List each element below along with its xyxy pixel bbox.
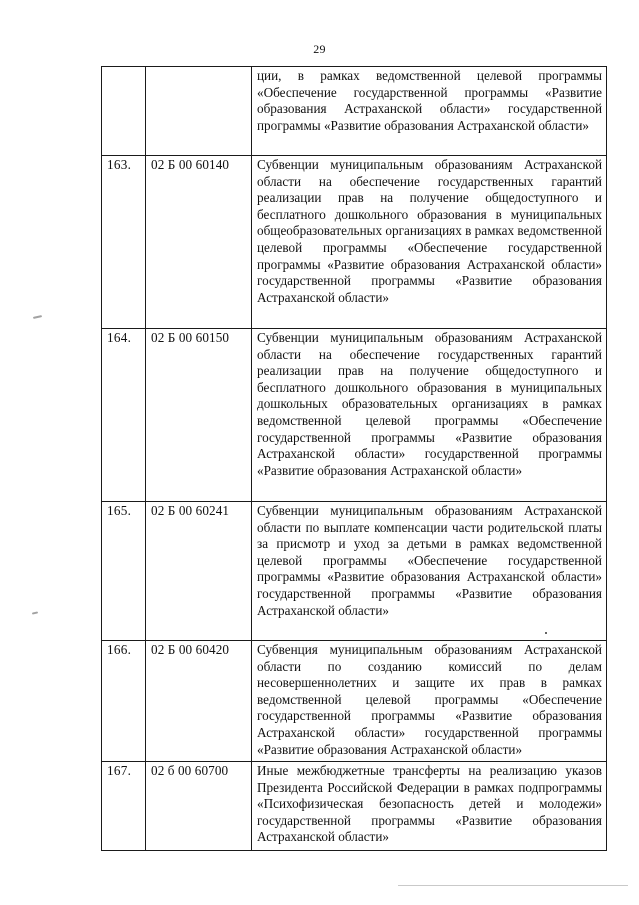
classification-code-cell: [146, 67, 252, 156]
row-number-cell: 165.: [102, 502, 146, 641]
table-row: [102, 156, 607, 329]
description-cell: Иные межбюджетные трансферты на реализацию указов Президента Российской Федерации в рамках подпрограммы «Психофизическая безопасность детей и молодежи» государственной программы «Развитие образования Астраханской области»: [252, 762, 607, 851]
description-cell: ции, в рамках ведомственной целевой программы «Обеспечение государственной программы «Развитие образования Астраханской области» государственной программы «Развитие образования Астраханской области»: [252, 67, 607, 156]
classification-code-cell: 02 Б 00 60420: [146, 641, 252, 762]
classification-code-cell: 02 Б 00 60241: [146, 502, 252, 641]
scan-dot-mark: [545, 632, 547, 634]
classification-code-cell: 02 Б 00 60150: [146, 329, 252, 502]
row-number-cell: 163.: [102, 156, 146, 329]
table-row: [102, 641, 607, 762]
classification-code-cell: 02 Б 00 60140: [146, 156, 252, 329]
table-row: [102, 502, 607, 641]
classification-code-cell: 02 б 00 60700: [146, 762, 252, 851]
scan-margin-mark: [32, 611, 38, 614]
budget-codes-table: [101, 66, 607, 851]
table-row: [102, 67, 607, 156]
scan-margin-mark: [33, 315, 42, 319]
description-cell: Субвенции муниципальным образованиям Астраханской области по выплате компенсации части родительской платы за присмотр и уход за детьми в рамках ведомственной целевой программы «Обеспечение государственной программы «Развитие образования Астраханской области» государственной программы «Развитие образования Астраханской области»: [252, 502, 607, 641]
description-cell: Субвенция муниципальным образованиям Астраханской области по созданию комиссий по делам несовершеннолетних и защите их прав в рамках ведомственной целевой программы «Обеспечение государственной программы «Развитие образования Астраханской области» государственной программы «Развитие образования Астраханской области»: [252, 641, 607, 762]
page-number: 29: [313, 42, 326, 56]
row-number-cell: 167.: [102, 762, 146, 851]
row-number-cell: [102, 67, 146, 156]
scan-bottom-rule: [398, 885, 628, 886]
row-number-cell: 166.: [102, 641, 146, 762]
row-number-cell: 164.: [102, 329, 146, 502]
table-row: [102, 762, 607, 851]
table-row: [102, 329, 607, 502]
description-cell: Субвенции муниципальным образованиям Астраханской области на обеспечение государственных гарантий реализации прав на получение общедоступного и бесплатного дошкольного образования в муниципальных дошкольных образовательных организациях в рамках ведомственной целевой программы «Обеспечение государственной программы «Развитие образования Астраханской области» государственной программы «Развитие образования Астраханской области»: [252, 329, 607, 502]
description-cell: Субвенции муниципальным образованиям Астраханской области на обеспечение государственных гарантий реализации прав на получение общедоступного и бесплатного дошкольного образования в муниципальных общеобразовательных организациях в рамках ведомственной целевой программы «Обеспечение государственной программы «Развитие образования Астраханской области» государственной программы «Развитие образования Астраханской области»: [252, 156, 607, 329]
